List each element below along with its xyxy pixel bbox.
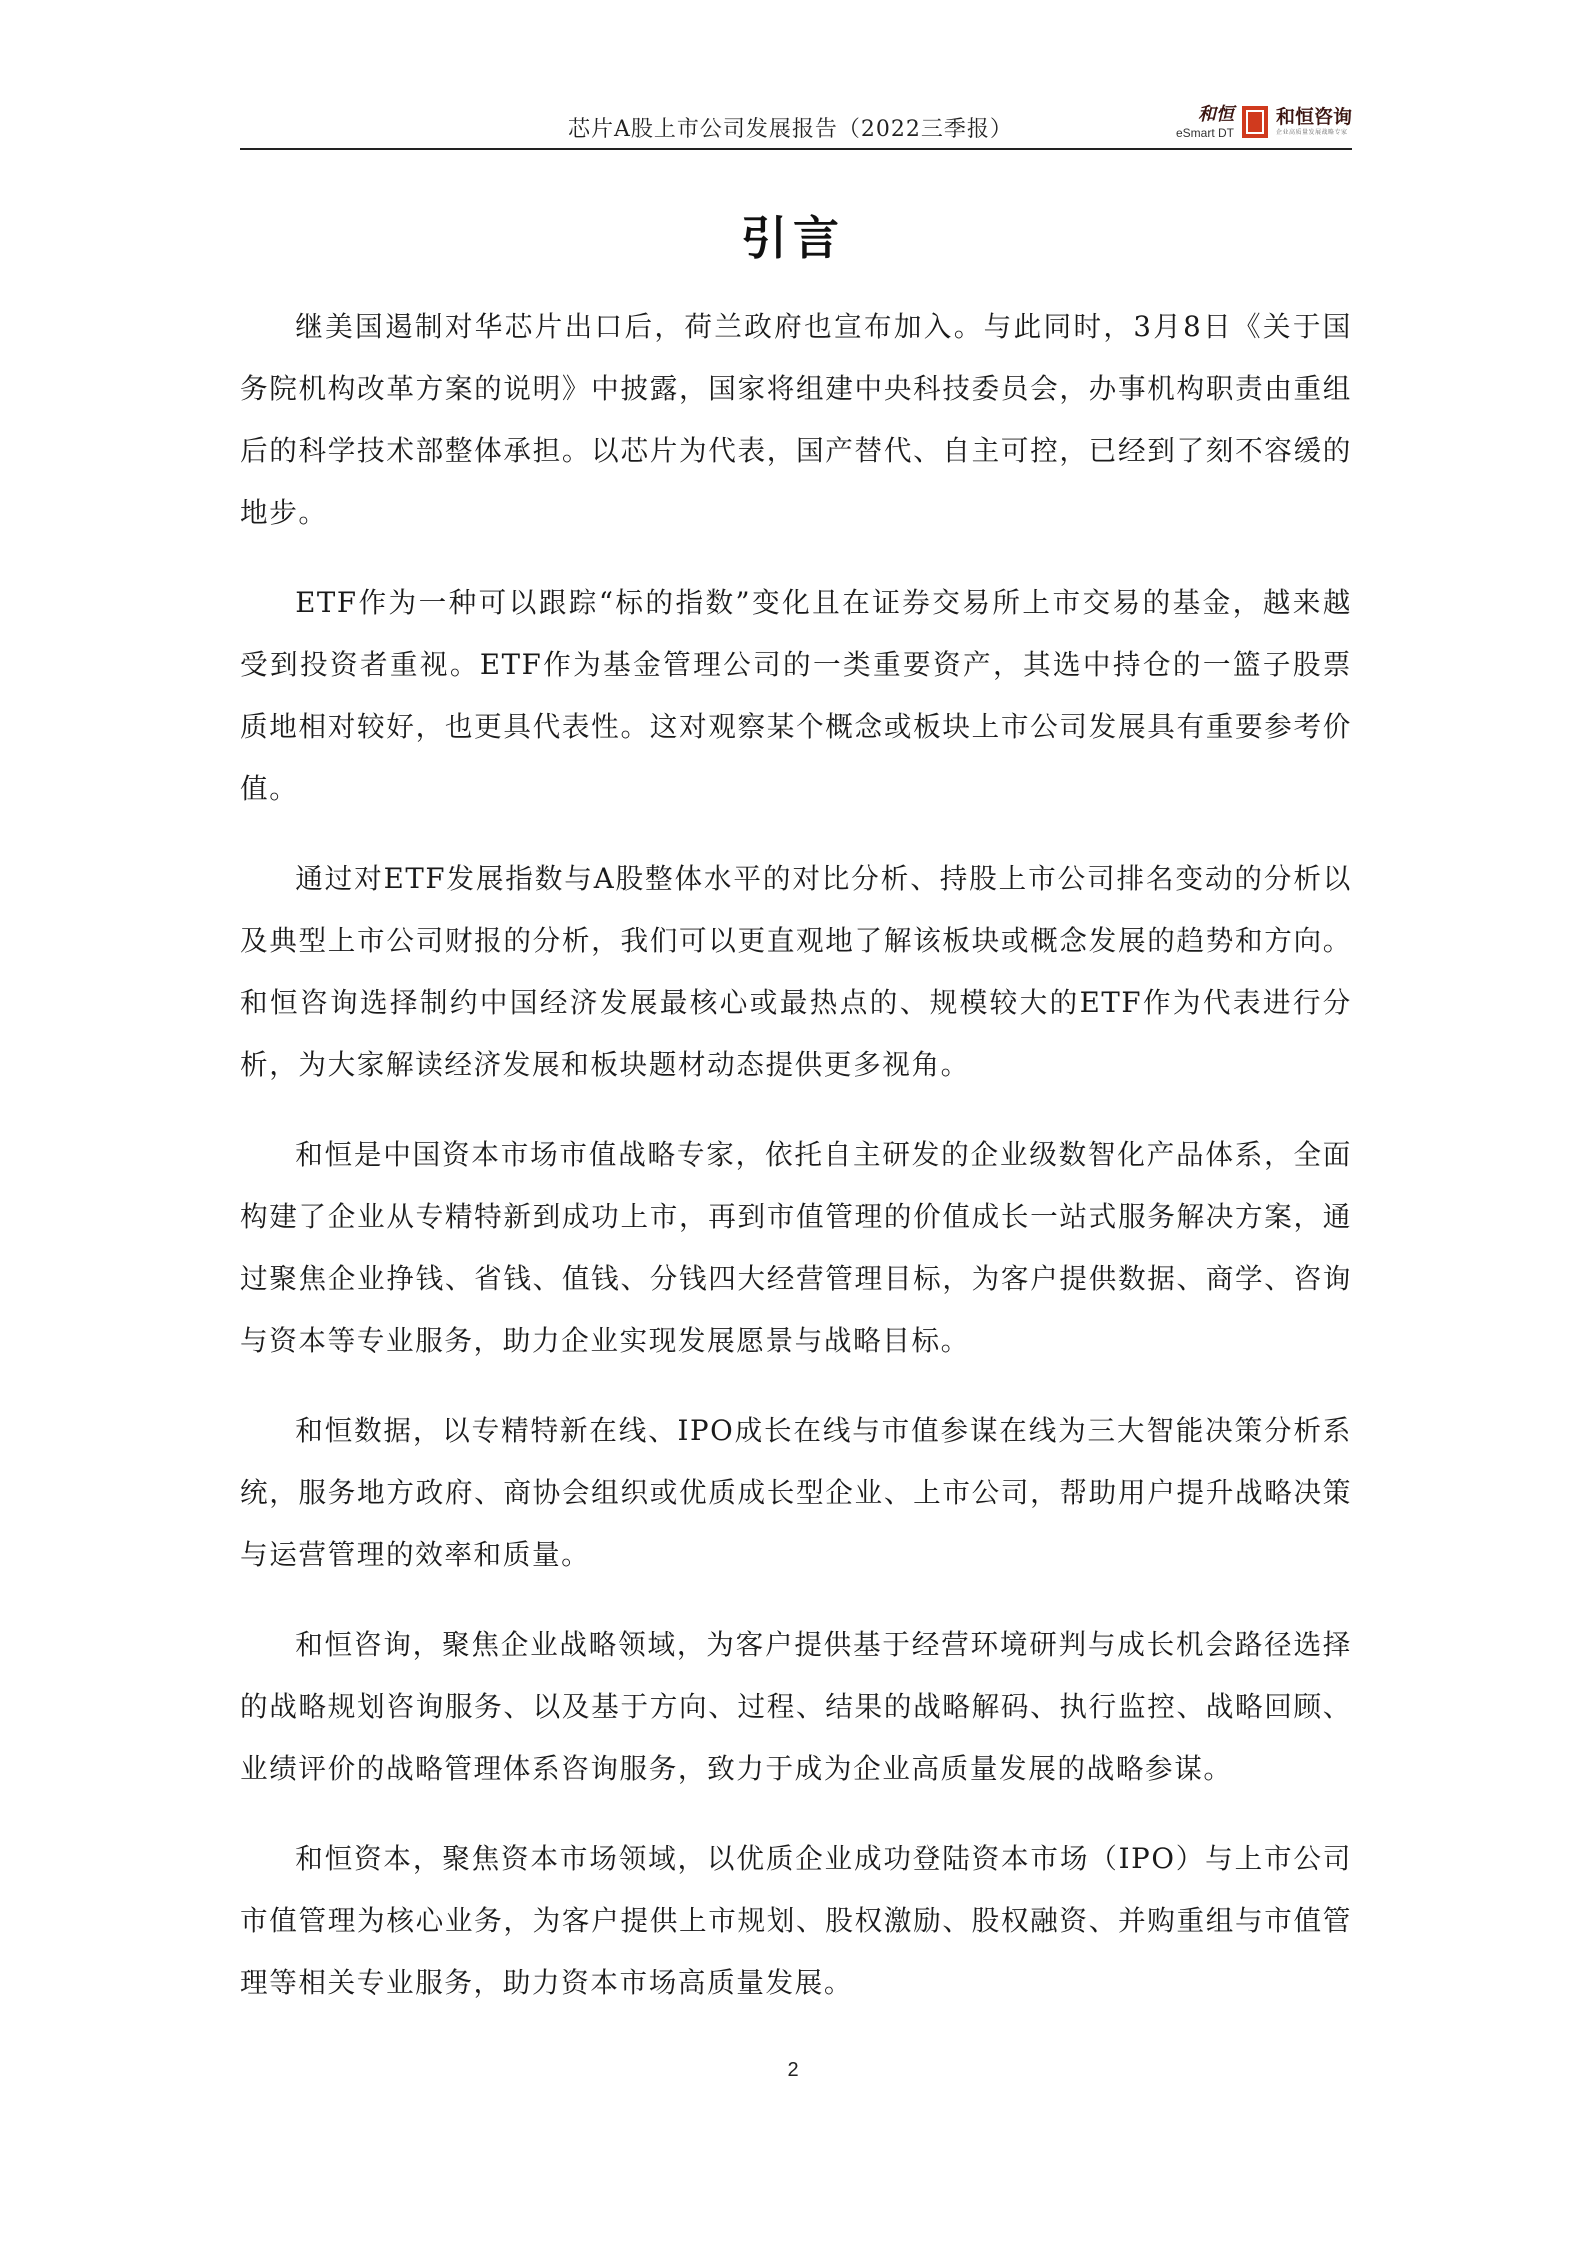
logo-group <box>1176 102 1352 142</box>
page-number: 2 <box>787 2059 799 2081</box>
consulting-logo-mark: 和恒咨询 <box>1275 106 1352 128</box>
paragraph: 通过对ETF发展指数与A股整体水平的对比分析、持股上市公司排名变动的分析以及典型上市公司财报的分析，我们可以更直观地了解该板块或概念发展的趋势和方向。和恒咨询选择制约中国经济发展最核心或最热点的、规模较大的ETF作为代表进行分析，为大家解读经济发展和板块题材动态提供更多视角。 <box>240 862 1352 1081</box>
esmart-logo-mark: 和恒 <box>1197 103 1234 125</box>
header-title: 芯片A股上市公司发展报告（2022三季报） <box>568 117 1013 142</box>
paragraph: 和恒资本，聚焦资本市场领域，以优质企业成功登陆资本市场（IPO）与上市公司市值管理为核心业务，为客户提供上市规划、股权激励、股权融资、并购重组与市值管理等相关专业服务，助力资本市场高质量发展。 <box>240 1842 1352 1999</box>
heheng-consulting-logo <box>1276 108 1352 136</box>
paragraph: ETF作为一种可以跟踪“标的指数”变化且在证券交易所上市交易的基金，越来越受到投资者重视。ETF作为基金管理公司的一类重要资产，其选中持仓的一篮子股票质地相对较好，也更具代表性。这对观察某个概念或板块上市公司发展具有重要参考价值。 <box>240 586 1352 805</box>
paragraph: 继美国遏制对华芯片出口后，荷兰政府也宣布加入。与此同时，3月8日《关于国务院机构改革方案的说明》中披露，国家将组建中央科技委员会，办事机构职责由重组后的科学技术部整体承担。以芯片为代表，国产替代、自主可控，已经到了刻不容缓的地步。 <box>240 310 1352 529</box>
body-text <box>240 296 1352 2042</box>
paragraph: 和恒数据，以专精特新在线、IPO成长在线与市值参谋在线为三大智能决策分析系统，服务地方政府、商协会组织或优质成长型企业、上市公司，帮助用户提升战略决策与运营管理的效率和质量。 <box>240 1414 1352 1571</box>
page-title: 引言 <box>741 211 845 265</box>
esmart-logo-subtitle: eSmart DT <box>1175 125 1234 140</box>
page-header <box>240 100 1352 150</box>
paragraph: 和恒咨询，聚焦企业战略领域，为客户提供基于经营环境研判与成长机会路径选择的战略规划咨询服务、以及基于方向、过程、结果的战略解码、执行监控、战略回顾、业绩评价的战略管理体系咨询服务，致力于成为企业高质量发展的战略参谋。 <box>240 1628 1352 1785</box>
paragraph: 和恒是中国资本市场市值战略专家，依托自主研发的企业级数智化产品体系，全面构建了企业从专精特新到成功上市，再到市值管理的价值成长一站式服务解决方案，通过聚焦企业挣钱、省钱、值钱、分钱四大经营管理目标，为客户提供数据、商学、咨询与资本等专业服务，助力企业实现发展愿景与战略目标。 <box>240 1138 1352 1357</box>
seal-logo-icon <box>1242 106 1268 138</box>
esmart-dt-logo <box>1175 103 1234 140</box>
consulting-logo-subtitle: 企业高质量发展战略专家 <box>1275 130 1348 136</box>
